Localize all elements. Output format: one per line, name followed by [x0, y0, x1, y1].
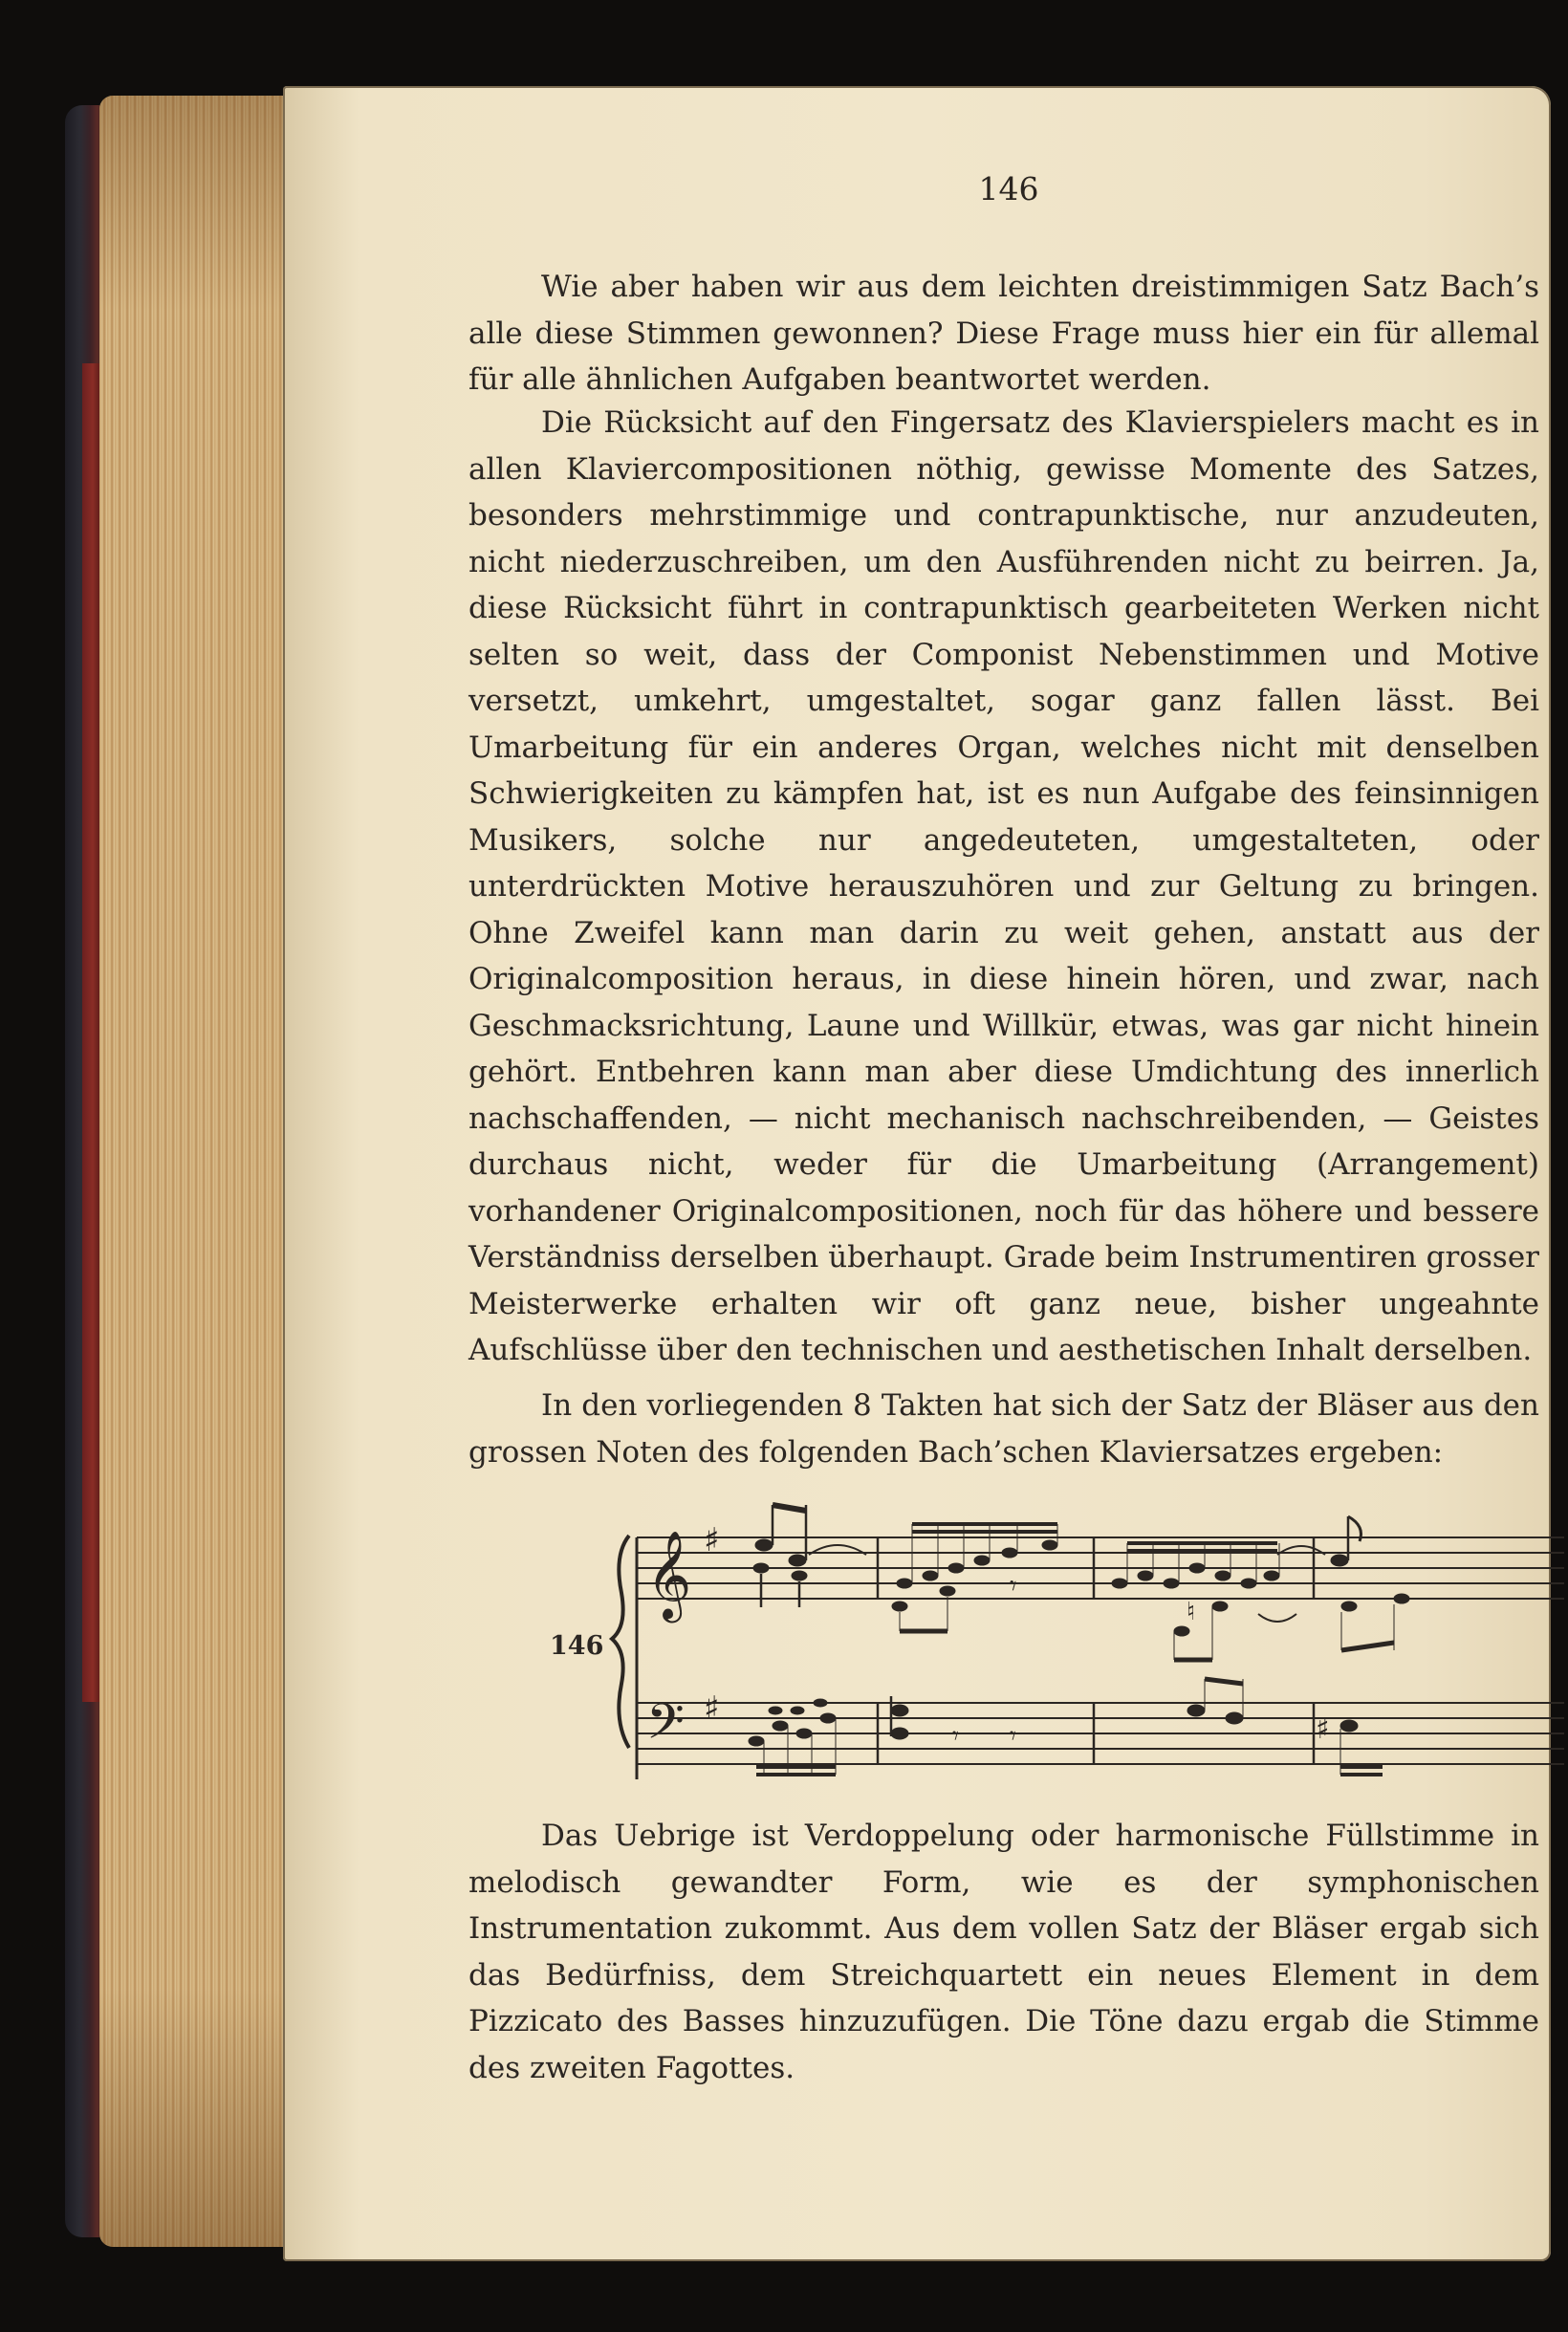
svg-text:𝄾: 𝄾 — [952, 1722, 959, 1751]
grand-staff-brace — [612, 1536, 637, 1779]
bass-sharp-icon: ♯ — [704, 1689, 720, 1728]
paragraph: Wie aber haben wir aus dem leichten dreistimmigen Satz Bach’s alle diese Stimmen gewonnen? Diese Frage muss hier ein für allemal für alle ähnlichen Aufgaben beantwortet werden. — [468, 270, 1539, 397]
svg-text:𝄾: 𝄾 — [1010, 1570, 1017, 1602]
page-edges — [99, 96, 291, 2247]
bass-clef-icon: 𝄢 — [646, 1692, 685, 1762]
svg-text:♮: ♮ — [1187, 1598, 1196, 1626]
paragraph: In den vorliegenden 8 Takten hat sich der Satz der Bläser aus den grossen Noten des folgenden Bach’schen Klaviersatzes ergeben: — [468, 1388, 1539, 1470]
page-number: 146 — [978, 170, 1039, 207]
paragraph: Die Rücksicht auf den Fingersatz des Klavierspielers macht es in allen Klaviercompositionen nöthig, gewisse Momente des Satzes, besonders mehrstimmige und contrapunktische, nur anzudeuten, nicht niederzuschreiben, um den Ausführenden nicht zu beirren. Ja, diese Rücksicht führt in contrapunktisch gearbeiteten Werken nicht selten so weit, dass der Componist Nebenstimmen und Motive versetzt, umkehrt, umgestaltet, sogar ganz fallen lässt. Bei Umarbeitung für ein anderes Organ, welches nicht mit denselben Schwierigkeiten zu kämpfen hat, ist es nun Aufgabe des feinsinnigen Musikers, solche nur angedeuteten, umgestalteten, oder unterdrückten Motive herauszuhören und zur Geltung zu bringen. Ohne Zweifel kann man darin zu weit gehen, anstatt aus der Originalcomposition heraus, in diese hinein hören, und zwar, nach Geschmacksrichtung, Laune und Willkür, etwas, was gar nicht hinein gehört. Entbehren kann man aber diese Umdichtung des innerlich nachschaffenden, — nicht mechanisch nachschreibenden, — Geistes durchaus nicht, weder für die Umarbeitung (Arrangement) vorhandener Originalcompositionen, noch für das höhere und bessere Verständniss derselben überhaupt. Grade beim Instrumentiren grosser Meisterwerke erhalten wir oft ganz neue, bisher ungeahnte Aufschlüsse über den technischen und aesthetischen Inhalt derselben. — [468, 405, 1539, 1367]
svg-text:♯: ♯ — [1316, 1712, 1330, 1746]
paragraph: Das Uebrige ist Verdoppelung oder harmonische Füllstimme in melodisch gewandter Form, wie es der symphonischen Instrumentation zukommt. Aus dem vollen Satz der Bläser ergab sich das Bedürfniss, dem Streichquartett ein neues Element in dem Pizzicato des Basses hinzuzufügen. Die Töne dazu ergab die Stimme des zweiten Fagottes. — [468, 1819, 1539, 2085]
bass-notes — [749, 1679, 1383, 1775]
svg-text:𝄾: 𝄾 — [1010, 1722, 1016, 1751]
treble-sharp-icon: ♯ — [704, 1521, 720, 1559]
treble-staff — [637, 1537, 1564, 1599]
barlines — [878, 1537, 1314, 1764]
music-example-number: 146 — [550, 1631, 604, 1661]
music-example — [608, 1488, 1564, 1794]
treble-clef-icon: 𝄞 — [646, 1530, 692, 1619]
